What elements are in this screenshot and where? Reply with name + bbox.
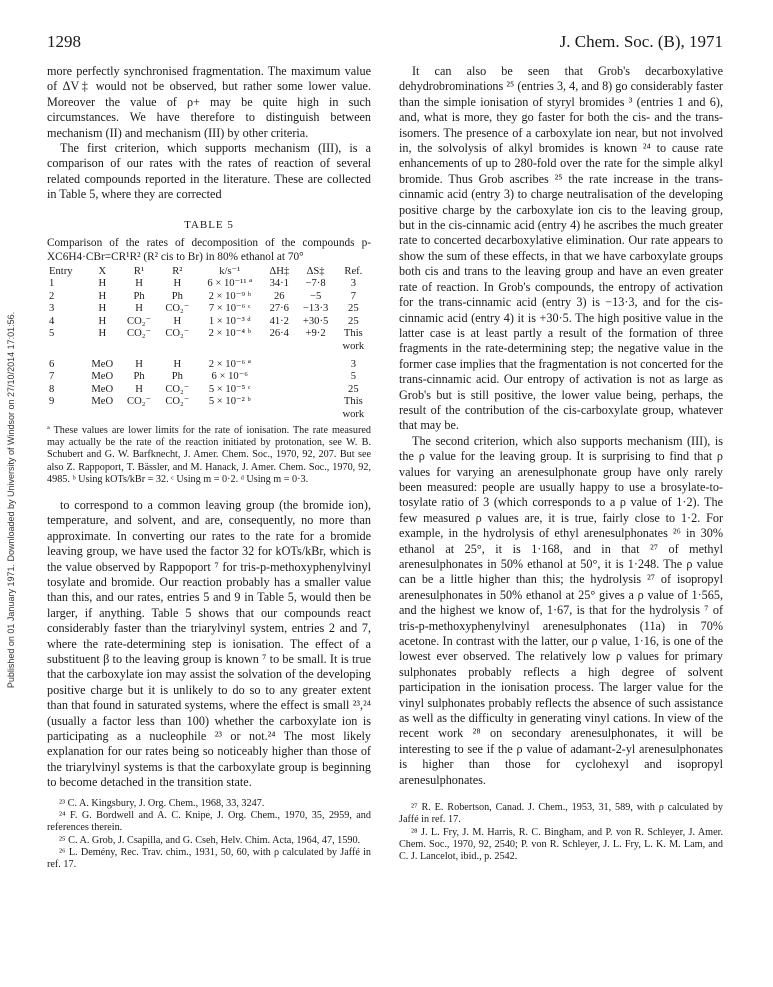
table-header-cell: k/s⁻¹ (219, 266, 241, 278)
table-header-cell: ΔS‡ (306, 266, 325, 278)
download-stamp-text: Published on 01 January 1971. Downloaded by University of Windsor on 27/10/2014 17:01:56. (6, 311, 16, 689)
paragraph: to correspond to a common leaving group (the bromide ion), temperature, and solvent, and are, consequently, no more than approximate. In converting our rates to the rate for a bromide leaving group, we have used the factor 32 for kOTs/kBr, which is the value observed by Rappoport ⁷ for tris-p-methoxyphenylvinyl tosylate and bromide. Our reaction probably has a smaller value than this, and our rates, entries 5 and 9 in Table 5, would then be larger, if anything. Table 5 shows that our compounds react considerably faster than the triarylvinyl system, entries 2 and 7, where the rate-determining step is ionisation. The effect of a substituent β to the leaving group is known ⁷ to be small. It is true that the carboxylate ion may assist the solvation of the developing positive charge but it is unlikely to do so to any greater extent than that found in saturated systems, where the effect is small ²³,²⁴ (usually a factor less than 100) whether the carboxylate ion is participating as a nucleophile ²³ or not.²⁴ The most likely explanation for our rates being so noticeably higher than those of the triarylvinyl systems is that the carboxylate group is beginning to become detached in the transition state. (47, 497, 371, 790)
table-cell: 2 × 10⁻⁴ ᵇ (208, 328, 251, 340)
table-header-cell: Ref. (344, 266, 363, 278)
table-cell: Ph (171, 290, 183, 302)
table-cell (158, 409, 196, 421)
table-cell: CO₂⁻ (165, 383, 190, 395)
table-cell: This (343, 396, 363, 408)
table-row (47, 341, 371, 353)
table-cell (120, 341, 158, 353)
table-cell: H (135, 303, 143, 315)
table-row (47, 396, 371, 408)
table-cell (263, 371, 295, 383)
table-cell: 34·1 (269, 278, 289, 290)
table-cell: 8 (49, 383, 55, 395)
table-header-cell: Entry (49, 266, 73, 278)
table-cell: 6 × 10⁻¹¹ ª (207, 278, 253, 290)
table-cell: Ph (133, 371, 145, 383)
table-cell (296, 409, 336, 421)
reference-item: ²⁴ F. G. Bordwell and A. C. Knipe, J. Org. Chem., 1970, 35, 2959, and references therein. (47, 809, 371, 834)
footnote-references (399, 802, 723, 863)
table-row (47, 328, 371, 340)
table-cell (47, 409, 85, 421)
table-cell: H (173, 315, 182, 327)
table-cell: 5 × 10⁻² ᵇ (208, 396, 251, 408)
table-cell: MeO (91, 383, 114, 395)
table-cell (263, 409, 295, 421)
paragraph: more perfectly synchronised fragmentation. The maximum value of ΔV‡ would not be observed, but rather some lower value. Moreover the value of ρ+ may be quite high in such circumstances. We have therefore to distinguish between mechanism (II) and mechanism (III) by other criteria. (47, 64, 371, 140)
table-cell (296, 353, 336, 371)
table-cell: 7 (350, 290, 356, 302)
table-cell: +30·5 (302, 315, 329, 327)
table-cell: H (135, 358, 143, 370)
table-cell: CO₂⁻ (165, 303, 190, 315)
table-cell: 1 (49, 278, 55, 290)
table-cell: H (98, 278, 107, 290)
table-cell: 2 (49, 290, 55, 302)
table-cell: +9·2 (305, 328, 326, 340)
table-cell: work (342, 408, 365, 420)
table-cell (196, 409, 263, 421)
table-row (47, 291, 371, 303)
table-cell: 41·2 (269, 315, 289, 327)
table-cell: 1 × 10⁻³ ᵈ (208, 315, 251, 327)
table-row (47, 371, 371, 383)
table-cell: MeO (91, 358, 114, 370)
table-row (47, 409, 371, 421)
table-cell: H (173, 278, 182, 290)
paragraph: It can also be seen that Grob's decarboxylative dehydrobrominations ²⁵ (entries 3, 4, and 8) go considerably faster than the simple ionisation of styryl bromides ³ (entries 1 and 6), and, what is more, they go faster for both the cis- and the trans-isomers. The presence of a carboxylate ion near, but not involved in, the solvolysis of alkyl bromides is known ²⁴ to cause rate enhancements of up to 280-fold over the rate for the simple alkyl bromide. Thus Grob ascribes ²⁵ the rate increase in the trans-cinnamic acid (entry 3) to charge neutralisation of the developing positive charge by the carboxylate ion cis to the leaving group, but in the cis-cinnamic acid (entry 4) he ascribes the much greater rate to concerted decarboxylative elimination. Our rate appears to show the sum of these effects, in that we have carboxylate groups both cis and trans to the leaving group and have an even greater rate of reaction. In Grob's compounds, the entropy of activation for the trans-cinnamic acid (entry 3) is −13·3, and for the cis-cinnamic acid (entry 4) it is +30·5. The high positive value in the latter case is at least partly a result of the formation of three fragments in the rate-determining step; the negative value in the former case implies that the fragmentation is not concerted for the trans-cinnamic acid. Our entropy of activation is not as large as Grob's but is still positive, the lower value being, perhaps, the result of the contribution of the cis-carboxylate group, whatever that may be. (399, 64, 723, 433)
table-cell: H (98, 328, 107, 340)
table-cell: 25 (348, 383, 359, 395)
table-cell: CO₂⁻ (165, 396, 190, 408)
table-cell: 3 (350, 278, 356, 290)
rates-table (47, 266, 371, 421)
table-cell: MeO (91, 371, 114, 383)
reference-item: ²³ C. A. Kingsbury, J. Org. Chem., 1968, 33, 3247. (59, 797, 265, 809)
table-cell: 27·6 (269, 303, 289, 315)
table-cell: 7 × 10⁻⁶ ᶜ (208, 303, 251, 315)
table-header-cell: X (98, 266, 107, 278)
table-cell: −7·8 (305, 278, 326, 290)
table-header-cell: ΔH‡ (269, 266, 290, 278)
table-cell: 5 × 10⁻⁵ ᶜ (208, 383, 251, 395)
table-cell: 2 × 10⁻⁹ ᵇ (208, 290, 251, 302)
table-cell: work (342, 340, 365, 352)
table-cell: 2 × 10⁻⁶ ª (208, 358, 251, 370)
table-cell (296, 384, 336, 396)
table-cell (296, 396, 336, 408)
table-row (47, 303, 371, 315)
table-cell: CO₂⁻ (127, 396, 152, 408)
table-row (47, 316, 371, 328)
table-cell (158, 341, 196, 353)
table-cell: H (173, 358, 182, 370)
table-cell: 3 (49, 303, 55, 315)
table-cell: CO₂⁻ (127, 315, 152, 327)
table-footnotes: ª These values are lower limits for the rate of ionisation. The rate measured may actually be the rate of the reaction initiated by protonation, see W. B. Schubert and G. W. Barfknecht, J. Amer. Chem. Soc., 1970, 92, 207. But see also Z. Rappoport, T. Bässler, and M. Hanack, J. Amer. Chem. Soc., 1970, 92, 4985. ᵇ Using kOTs/kBr = 32. ᶜ Using m = 0·2. ᵈ Using m = 0·3. (47, 424, 371, 485)
left-column (47, 64, 371, 871)
reference-item: ²⁸ J. L. Fry, J. M. Harris, R. C. Bingham, and P. von R. Schleyer, J. Amer. Chem. Soc., 1970, 92, 2540; P. von R. Schleyer, J. L. Fry, L. K. M. Lam, and C. J. Lancelot, ibid., p. 2542. (399, 826, 723, 863)
reference-item: ²⁷ R. E. Robertson, Canad. J. Chem., 1953, 31, 589, with ρ calculated by Jaffé in ref. 17. (399, 802, 723, 826)
table-cell: H (135, 278, 143, 290)
table-cell: Ph (133, 290, 145, 302)
table-cell (263, 396, 295, 408)
table-row (47, 384, 371, 396)
table-cell: H (98, 290, 107, 302)
table-cell: −5 (309, 290, 322, 302)
reference-item: ²⁵ C. A. Grob, J. Csapilla, and G. Cseh, Helv. Chim. Acta, 1964, 47, 1590. (59, 834, 361, 846)
table-header-row (47, 266, 371, 278)
download-stamp (0, 0, 22, 987)
reference-item: ²⁶ L. Demény, Rec. Trav. chim., 1931, 50, 60, with ρ calculated by Jaffé in ref. 17. (47, 846, 371, 871)
table-cell: −13·3 (302, 303, 329, 315)
table-cell: 3 (350, 358, 356, 370)
table-body (47, 278, 371, 420)
table-cell: 26 (273, 290, 285, 302)
table-row (47, 278, 371, 290)
table-cell: Ph (171, 371, 183, 383)
table-cell: H (135, 383, 143, 395)
table-cell: 4 (49, 315, 55, 327)
table-cell: 25 (348, 315, 359, 327)
table-cell: This (343, 328, 363, 340)
table-row (47, 353, 371, 371)
table-cell (85, 409, 120, 421)
right-column (399, 64, 723, 864)
table-cell: 6 × 10⁻⁶ (211, 371, 248, 383)
page-number: 1298 (47, 32, 81, 51)
table-cell (196, 341, 263, 353)
table-caption: Comparison of the rates of decomposition of the compounds p-XC6H4·CBr=CR¹R² (R² cis to Br) in 80% ethanol at 70° (47, 237, 371, 264)
table-cell (296, 371, 336, 383)
table-header-cell: R² (172, 266, 183, 278)
table-cell (263, 384, 295, 396)
table-cell (120, 409, 158, 421)
table-cell (85, 341, 120, 353)
table-cell: 7 (49, 371, 55, 383)
table-cell: 25 (348, 303, 359, 315)
table-cell (47, 341, 85, 353)
table-cell: 5 (350, 371, 356, 383)
table-cell (296, 341, 336, 353)
table-title: TABLE 5 (184, 218, 234, 231)
table-cell (263, 353, 295, 371)
table-cell: MeO (91, 396, 114, 408)
paragraph: The second criterion, which also supports mechanism (III), is the ρ value for the leaving group. It is surprising to find that ρ values for varying an arenesulphonate group have only rarely been measured: people are usually happy to use a brosylate-to-tosylate ratio of 3 (which corresponds to a ρ value of 1·2). The few measured ρ values are, it is true, fairly close to 1·2. For example, in the hydrolysis of ethyl arenesulphonates ²⁶ in 30% ethanol at 25°, it is 1·168, and in that ²⁷ of methyl arenesulphonates in 50% ethanol at 50°, it is 1·248. The ρ value can be a little higher than this; the hydrolysis ²⁷ of isopropyl arenesulphonates in 50% ethanol at 25° gives a ρ value of 1·565, and the highest we know of, 1·67, is that for the hydrolysis ⁷ of tris-p-methoxyphenylvinyl arenesulphonates (11a) in 70% acetone. In contrast with the latter, our ρ value, 1·16, is one of the lowest ever observed. The relatively low ρ values for primary sulphonates probably reflects a high degree of solvent participation in the ionisation process. The larger value for the vinyl sulphonates probably reflects the absence of such assistance as well as the difficulty in generating vinyl cations. In view of the recent work ²⁸ on secondary arenesulphonates, it will be interesting to see if the ρ value of adamant-2-yl arenesulphonates is higher than those for cyclohexyl and isopropyl arenesulphonates. (399, 433, 723, 787)
table-cell: 6 (49, 358, 55, 370)
table-cell: CO₂⁻ (165, 328, 190, 340)
table-cell: H (98, 303, 107, 315)
table-header-cell: R¹ (133, 266, 145, 278)
table-cell (263, 341, 295, 353)
paragraph: The first criterion, which supports mechanism (III), is a comparison of our rates with the rates of reaction of several related compounds reported in the literature. These are collected in Table 5, where they are corrected (47, 141, 371, 202)
table-cell: 26·4 (269, 328, 289, 340)
footnote-references (47, 798, 371, 872)
table-cell: CO₂⁻ (127, 328, 152, 340)
table-cell: 5 (49, 328, 55, 340)
journal-title: J. Chem. Soc. (B), 1971 (559, 32, 723, 51)
table-cell: 9 (49, 396, 55, 408)
table-cell: H (98, 315, 107, 327)
